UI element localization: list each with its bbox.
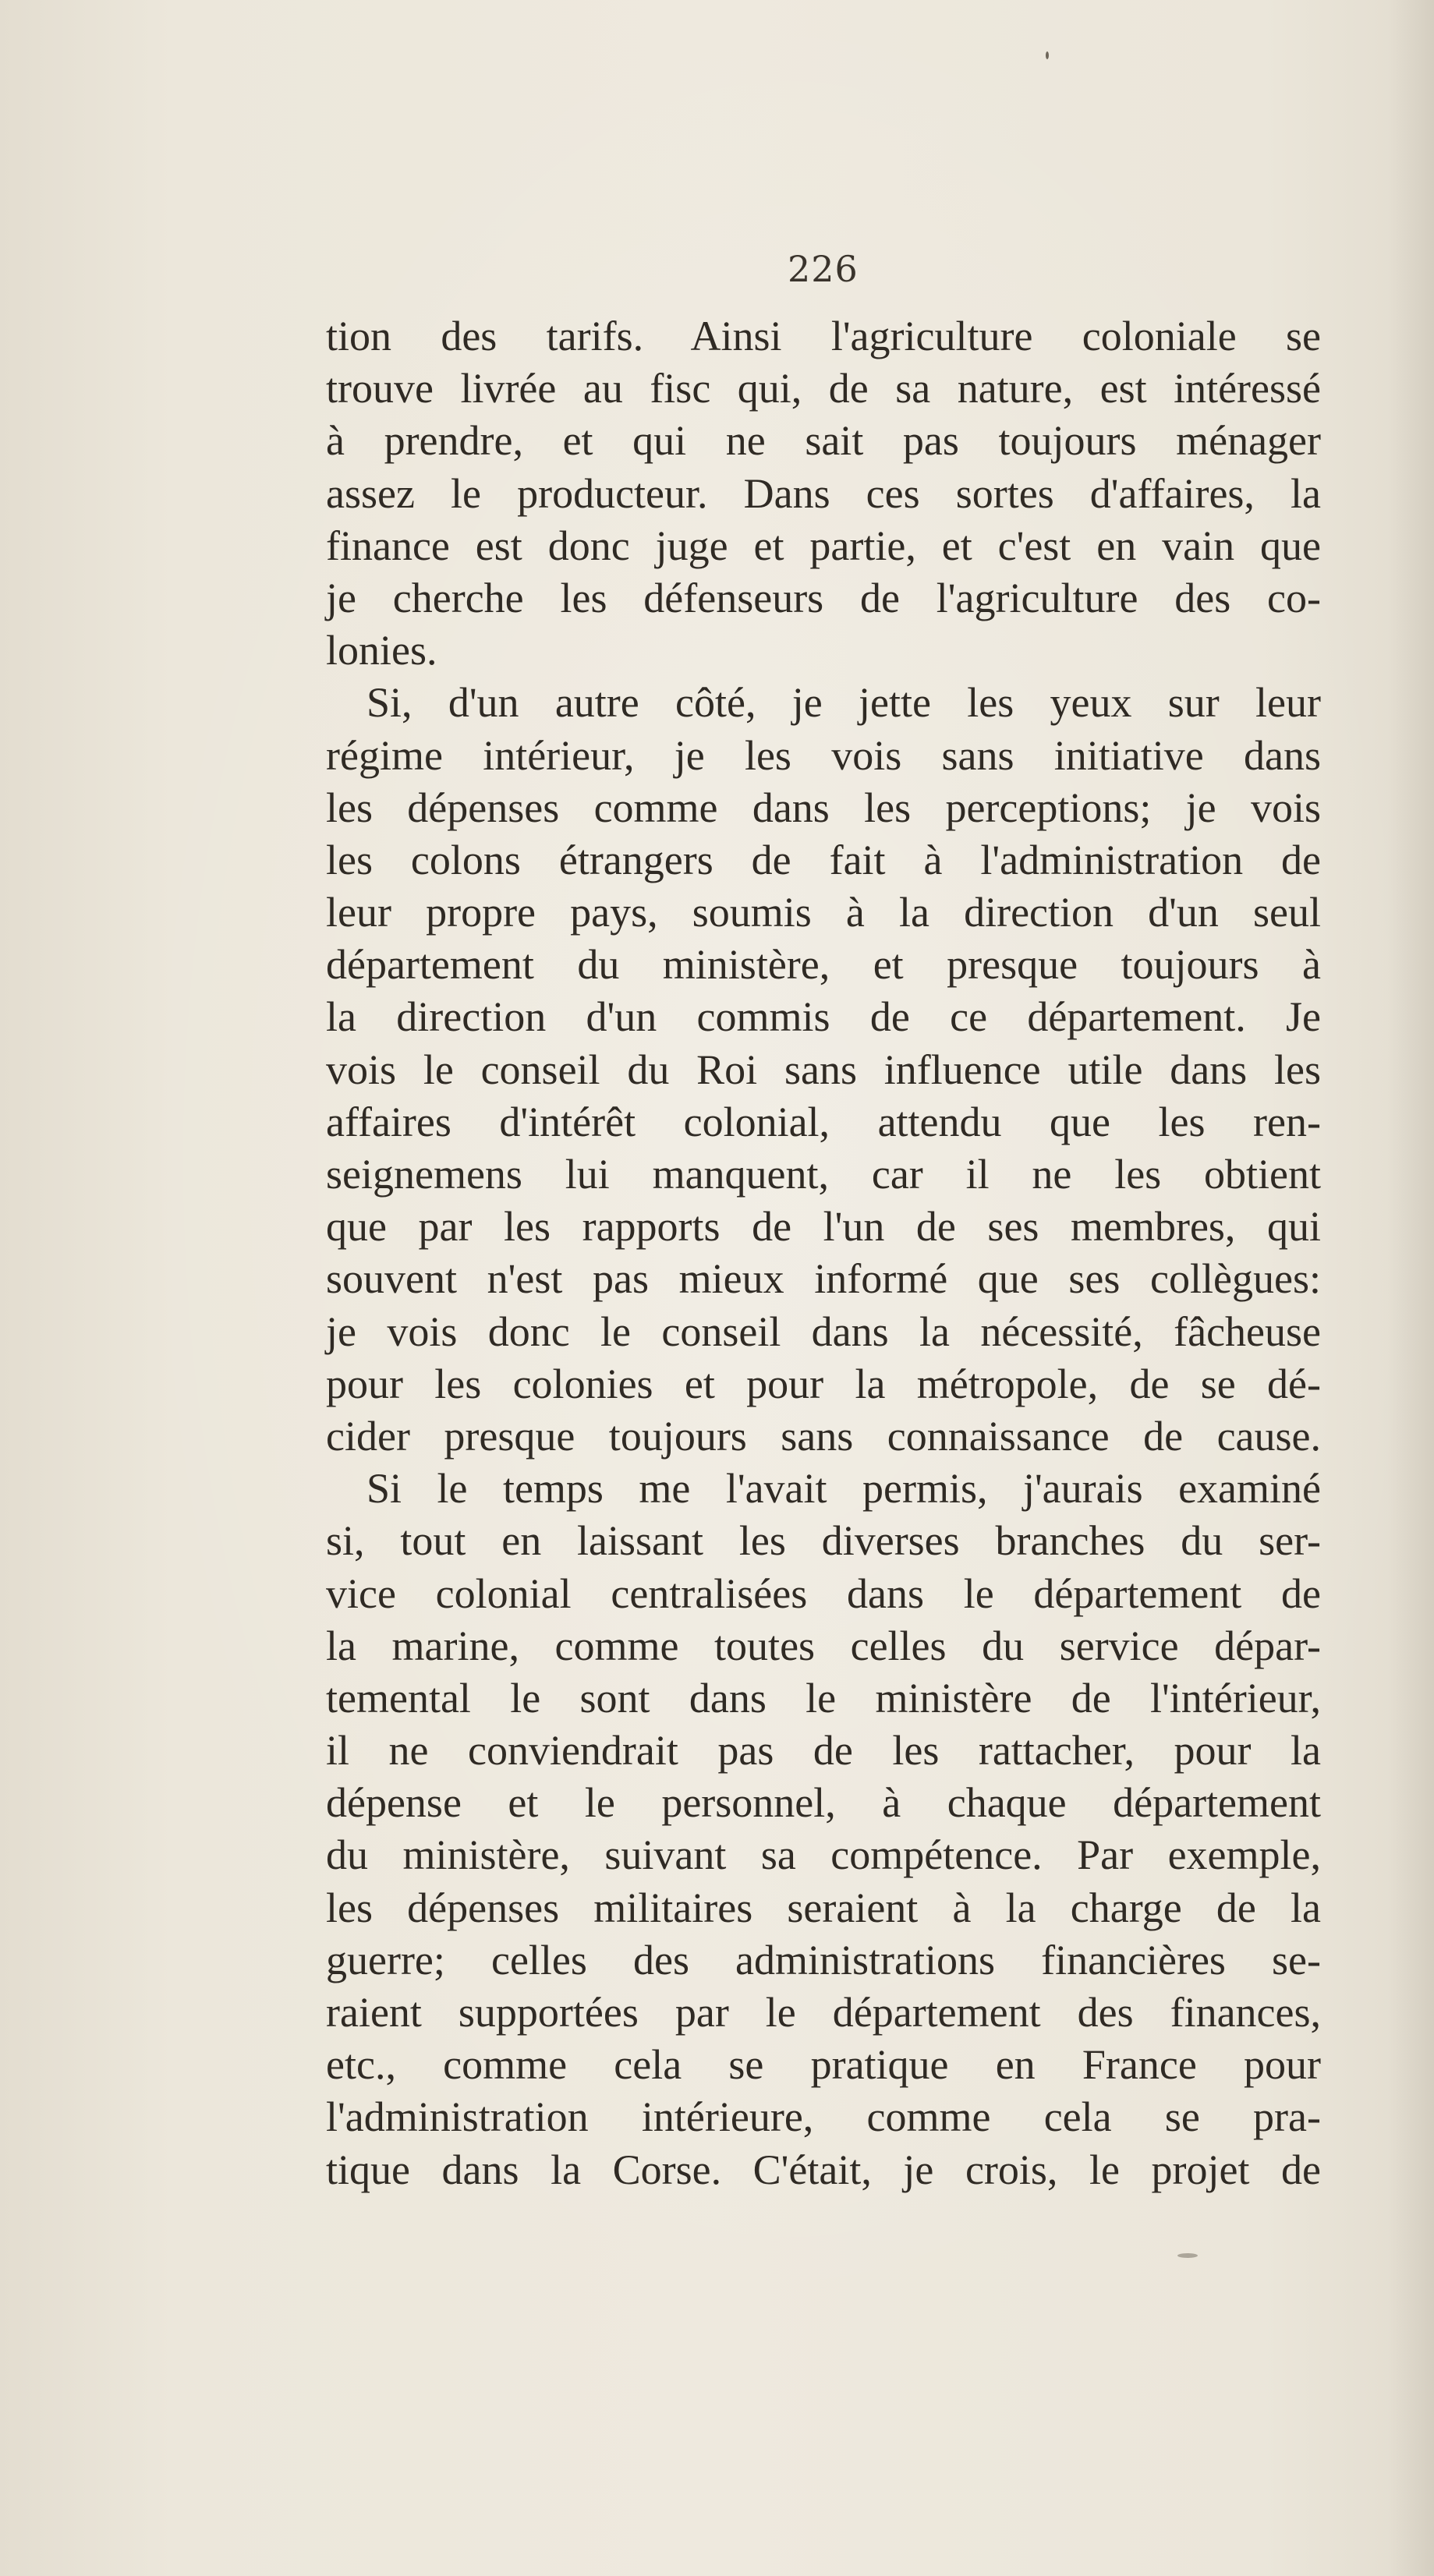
text-line: cider presque toujours sans connaissance de cause. (326, 1412, 1321, 1460)
text-line: seignemens lui manquent, car il ne les obtient (326, 1151, 1321, 1198)
text-line: l'administration intérieure, comme cela se pra- (326, 2093, 1321, 2141)
text-line: finance est donc juge et partie, et c'est en vain que (326, 522, 1321, 569)
text-line: vice colonial centralisées dans le département de (326, 1569, 1321, 1617)
text-line: la marine, comme toutes celles du service dépar- (326, 1622, 1321, 1669)
text-line: trouve livrée au fisc qui, de sa nature, est intéressé (326, 365, 1321, 412)
page-edge-shadow (1387, 0, 1434, 2576)
paper-speck (1046, 51, 1049, 59)
text-line: département du ministère, et presque toujours à (326, 941, 1321, 989)
text-line: guerre; celles des administrations financières se- (326, 1936, 1321, 1983)
text-line: souvent n'est pas mieux informé que ses collègues: (326, 1255, 1321, 1303)
body-text (326, 310, 1321, 2196)
text-line: je cherche les défenseurs de l'agriculture des co- (326, 574, 1321, 621)
text-line: leur propre pays, soumis à la direction d'un seul (326, 889, 1321, 936)
text-line: les dépenses militaires seraient à la charge de la (326, 1884, 1321, 1931)
text-line: assez le producteur. Dans ces sortes d'affaires, la (326, 469, 1321, 517)
text-line: temental le sont dans le ministère de l'intérieur, (326, 1674, 1321, 1721)
text-line: vois le conseil du Roi sans influence utile dans les (326, 1046, 1321, 1093)
text-line: si, tout en laissant les diverses branches du ser- (326, 1517, 1321, 1565)
page-number: 226 (788, 248, 859, 290)
paper-speck (1177, 2253, 1198, 2258)
text-line: les colons étrangers de fait à l'administration de (326, 836, 1321, 883)
text-line: pour les colonies et pour la métropole, de se dé- (326, 1360, 1321, 1407)
text-line: dépense et le personnel, à chaque département (326, 1779, 1321, 1827)
text-line: Si, d'un autre côté, je jette les yeux sur leur (366, 679, 1321, 727)
text-line: les dépenses comme dans les perceptions; je vois (326, 784, 1321, 831)
text-line: il ne conviendrait pas de les rattacher, pour la (326, 1727, 1321, 1775)
text-line: affaires d'intérêt colonial, attendu que les ren- (326, 1098, 1321, 1145)
text-line: la direction d'un commis de ce département. Je (326, 993, 1321, 1041)
text-line: je vois donc le conseil dans la nécessité, fâcheuse (326, 1307, 1321, 1355)
text-line: tion des tarifs. Ainsi l'agriculture coloniale se (326, 313, 1321, 359)
text-line: à prendre, et qui ne sait pas toujours ménager (326, 417, 1321, 465)
text-line: tique dans la Corse. C'était, je crois, le projet de (326, 2146, 1321, 2193)
text-line: raient supportées par le département des finances, (326, 1989, 1321, 2036)
text-line: etc., comme cela se pratique en France pour (326, 2041, 1321, 2089)
text-line: que par les rapports de l'un de ses membres, qui (326, 1203, 1321, 1251)
text-line: lonies. (326, 627, 437, 674)
text-line: régime intérieur, je les vois sans initiative dans (326, 731, 1321, 779)
text-line: Si le temps me l'avait permis, j'aurais examiné (366, 1465, 1321, 1513)
text-line: du ministère, suivant sa compétence. Par exemple, (326, 1831, 1321, 1879)
